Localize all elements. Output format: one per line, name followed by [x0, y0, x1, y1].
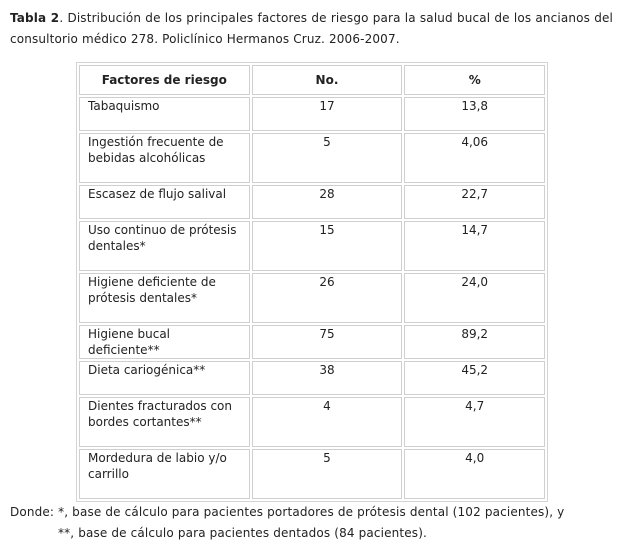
table-caption [10, 8, 613, 50]
cell-factor: Dientes fracturados con bordes cortantes** [79, 397, 250, 447]
cell-number: 4 [252, 397, 403, 447]
column-header-factor: Factores de riesgo [79, 65, 250, 95]
footnote-line-2: **, base de cálculo para pacientes dentados (84 pacientes). [58, 526, 427, 540]
cell-number: 28 [252, 185, 403, 219]
table-row [79, 361, 545, 395]
cell-percent: 13,8 [404, 97, 545, 131]
column-header-percent: % [404, 65, 545, 95]
footnote-line-1: Donde: *, base de cálculo para pacientes portadores de prótesis dental (102 pacientes), y [10, 505, 565, 519]
caption-text: . Distribución de los principales factores de riesgo para la salud bucal de los ancianos del consultorio médico 278. Policlínico Hermanos Cruz. 2006-2007. [10, 11, 613, 46]
cell-percent: 22,7 [404, 185, 545, 219]
cell-percent: 45,2 [404, 361, 545, 395]
cell-number: 15 [252, 221, 403, 271]
table-row [79, 273, 545, 323]
cell-factor: Higiene deficiente de prótesis dentales* [79, 273, 250, 323]
cell-percent: 14,7 [404, 221, 545, 271]
table-row [79, 133, 545, 183]
table-row [79, 97, 545, 131]
cell-number: 26 [252, 273, 403, 323]
cell-number: 38 [252, 361, 403, 395]
table-header-row [79, 65, 545, 95]
cell-factor: Escasez de flujo salival [79, 185, 250, 219]
table-row [79, 449, 545, 499]
cell-number: 75 [252, 325, 403, 359]
cell-number: 17 [252, 97, 403, 131]
table-footnote [10, 502, 613, 544]
cell-factor: Tabaquismo [79, 97, 250, 131]
cell-percent: 24,0 [404, 273, 545, 323]
table-row [79, 185, 545, 219]
risk-factors-table [76, 62, 548, 502]
table-body [79, 97, 545, 499]
caption-label: Tabla 2 [10, 11, 60, 25]
cell-percent: 4,7 [404, 397, 545, 447]
cell-factor: Higiene bucal deficiente** [79, 325, 250, 359]
column-header-number: No. [252, 65, 403, 95]
cell-percent: 4,0 [404, 449, 545, 499]
cell-number: 5 [252, 133, 403, 183]
table-row [79, 325, 545, 359]
cell-factor: Ingestión frecuente de bebidas alcohólicas [79, 133, 250, 183]
cell-factor: Uso continuo de prótesis dentales* [79, 221, 250, 271]
table-row [79, 397, 545, 447]
cell-factor: Dieta cariogénica** [79, 361, 250, 395]
table-row [79, 221, 545, 271]
cell-percent: 89,2 [404, 325, 545, 359]
cell-percent: 4,06 [404, 133, 545, 183]
cell-factor: Mordedura de labio y/o carrillo [79, 449, 250, 499]
cell-number: 5 [252, 449, 403, 499]
